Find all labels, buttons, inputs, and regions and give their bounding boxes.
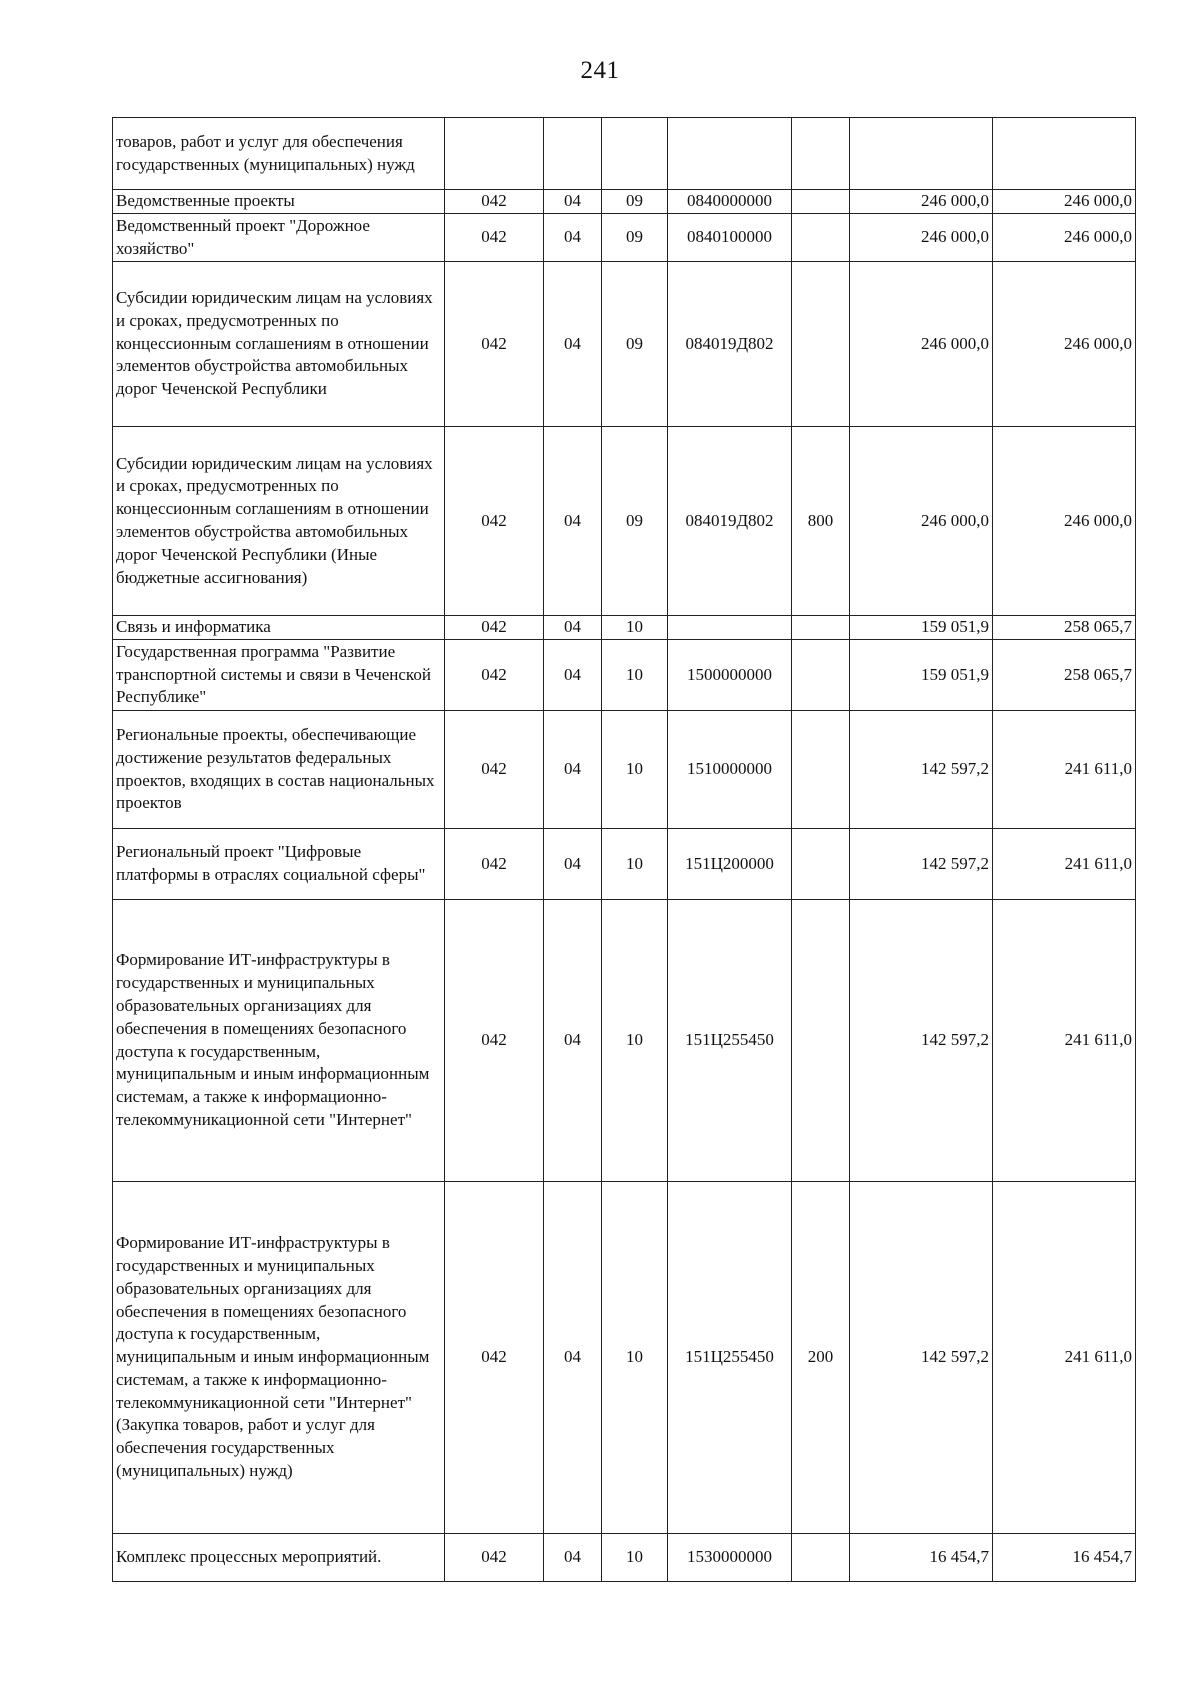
row-pr: 09 bbox=[602, 427, 668, 616]
row-sum-2 bbox=[993, 118, 1136, 190]
table-row bbox=[113, 118, 1136, 190]
row-name: Комплекс процессных мероприятий. bbox=[113, 1534, 445, 1582]
row-rz: 04 bbox=[544, 900, 602, 1182]
row-csr: 084019Д802 bbox=[668, 427, 792, 616]
row-rz: 04 bbox=[544, 711, 602, 829]
row-sum-2: 246 000,0 bbox=[993, 190, 1136, 214]
row-name: Ведомственный проект "Дорожное хозяйство" bbox=[113, 214, 445, 262]
row-rz: 04 bbox=[544, 190, 602, 214]
row-sum-2: 246 000,0 bbox=[993, 214, 1136, 262]
row-pr: 09 bbox=[602, 262, 668, 427]
row-name: Формирование ИТ-инфраструктуры в государственных и муниципальных образовательных организациях для обеспечения в помещениях безопасного доступа к государственным, муниципальным и иным информационным системам, а также к информационно-телекоммуникационной сети "Интернет" (Закупка товаров, работ и услуг для обеспечения государственных (муниципальных) нужд) bbox=[113, 1182, 445, 1534]
row-pr: 10 bbox=[602, 900, 668, 1182]
table-row bbox=[113, 900, 1136, 1182]
row-pr: 10 bbox=[602, 616, 668, 640]
row-sum-2: 241 611,0 bbox=[993, 1182, 1136, 1534]
row-csr: 0840000000 bbox=[668, 190, 792, 214]
row-vr bbox=[792, 711, 850, 829]
row-pr: 10 bbox=[602, 711, 668, 829]
row-pr: 10 bbox=[602, 829, 668, 900]
row-vr bbox=[792, 616, 850, 640]
row-csr: 0840100000 bbox=[668, 214, 792, 262]
row-rz: 04 bbox=[544, 616, 602, 640]
row-vr bbox=[792, 900, 850, 1182]
row-csr bbox=[668, 118, 792, 190]
row-sum-2: 241 611,0 bbox=[993, 900, 1136, 1182]
row-sum-2: 246 000,0 bbox=[993, 262, 1136, 427]
row-sum-1: 142 597,2 bbox=[850, 1182, 993, 1534]
row-csr: 151Ц200000 bbox=[668, 829, 792, 900]
table-row bbox=[113, 214, 1136, 262]
row-gr: 042 bbox=[445, 427, 544, 616]
table-row bbox=[113, 427, 1136, 616]
row-vr bbox=[792, 829, 850, 900]
table-row bbox=[113, 1182, 1136, 1534]
row-sum-1: 246 000,0 bbox=[850, 262, 993, 427]
row-sum-1 bbox=[850, 118, 993, 190]
row-gr: 042 bbox=[445, 900, 544, 1182]
row-rz: 04 bbox=[544, 1534, 602, 1582]
row-sum-2: 258 065,7 bbox=[993, 616, 1136, 640]
row-gr: 042 bbox=[445, 616, 544, 640]
row-name: Формирование ИТ-инфраструктуры в государственных и муниципальных образовательных организациях для обеспечения в помещениях безопасного доступа к государственным, муниципальным и иным информационным системам, а также к информационно-телекоммуникационной сети "Интернет" bbox=[113, 900, 445, 1182]
row-csr: 1500000000 bbox=[668, 640, 792, 711]
row-gr: 042 bbox=[445, 640, 544, 711]
row-sum-1: 142 597,2 bbox=[850, 711, 993, 829]
row-gr: 042 bbox=[445, 214, 544, 262]
row-sum-2: 241 611,0 bbox=[993, 711, 1136, 829]
page-number: 241 bbox=[580, 57, 620, 84]
row-vr: 200 bbox=[792, 1182, 850, 1534]
row-csr: 1510000000 bbox=[668, 711, 792, 829]
row-gr: 042 bbox=[445, 711, 544, 829]
row-name: товаров, работ и услуг для обеспечения государственных (муниципальных) нужд bbox=[113, 118, 445, 190]
row-pr: 09 bbox=[602, 214, 668, 262]
row-gr: 042 bbox=[445, 190, 544, 214]
row-sum-2: 16 454,7 bbox=[993, 1534, 1136, 1582]
row-csr: 1530000000 bbox=[668, 1534, 792, 1582]
row-vr bbox=[792, 262, 850, 427]
table-row bbox=[113, 190, 1136, 214]
row-csr: 151Ц255450 bbox=[668, 900, 792, 1182]
row-vr: 800 bbox=[792, 427, 850, 616]
row-sum-1: 142 597,2 bbox=[850, 900, 993, 1182]
row-name: Государственная программа "Развитие транспортной системы и связи в Чеченской Республике" bbox=[113, 640, 445, 711]
row-csr: 151Ц255450 bbox=[668, 1182, 792, 1534]
row-vr bbox=[792, 118, 850, 190]
row-gr: 042 bbox=[445, 1182, 544, 1534]
row-vr bbox=[792, 640, 850, 711]
row-gr: 042 bbox=[445, 262, 544, 427]
row-rz bbox=[544, 118, 602, 190]
row-pr: 10 bbox=[602, 1182, 668, 1534]
table-row bbox=[113, 640, 1136, 711]
row-vr bbox=[792, 1534, 850, 1582]
table-row bbox=[113, 1534, 1136, 1582]
row-name: Субсидии юридическим лицам на условиях и сроках, предусмотренных по концессионным соглашениям в отношении элементов обустройства автомобильных дорог Чеченской Республики (Иные бюджетные ассигнования) bbox=[113, 427, 445, 616]
row-sum-1: 246 000,0 bbox=[850, 214, 993, 262]
row-pr: 10 bbox=[602, 1534, 668, 1582]
row-name: Связь и информатика bbox=[113, 616, 445, 640]
table-row bbox=[113, 262, 1136, 427]
row-pr bbox=[602, 118, 668, 190]
row-csr bbox=[668, 616, 792, 640]
row-name: Субсидии юридическим лицам на условиях и сроках, предусмотренных по концессионным соглашениям в отношении элементов обустройства автомобильных дорог Чеченской Республики bbox=[113, 262, 445, 427]
row-sum-1: 246 000,0 bbox=[850, 427, 993, 616]
row-rz: 04 bbox=[544, 214, 602, 262]
row-sum-2: 246 000,0 bbox=[993, 427, 1136, 616]
row-pr: 09 bbox=[602, 190, 668, 214]
row-rz: 04 bbox=[544, 829, 602, 900]
row-sum-2: 258 065,7 bbox=[993, 640, 1136, 711]
table-row bbox=[113, 711, 1136, 829]
row-gr: 042 bbox=[445, 1534, 544, 1582]
row-sum-1: 142 597,2 bbox=[850, 829, 993, 900]
row-sum-1: 16 454,7 bbox=[850, 1534, 993, 1582]
row-rz: 04 bbox=[544, 427, 602, 616]
row-rz: 04 bbox=[544, 1182, 602, 1534]
row-name: Региональные проекты, обеспечивающие достижение результатов федеральных проектов, входящих в состав национальных проектов bbox=[113, 711, 445, 829]
row-sum-1: 159 051,9 bbox=[850, 640, 993, 711]
table-row bbox=[113, 616, 1136, 640]
row-sum-2: 241 611,0 bbox=[993, 829, 1136, 900]
row-gr: 042 bbox=[445, 829, 544, 900]
row-csr: 084019Д802 bbox=[668, 262, 792, 427]
row-gr bbox=[445, 118, 544, 190]
row-sum-1: 159 051,9 bbox=[850, 616, 993, 640]
table-row bbox=[113, 829, 1136, 900]
row-sum-1: 246 000,0 bbox=[850, 190, 993, 214]
row-name: Региональный проект "Цифровые платформы в отраслях социальной сферы" bbox=[113, 829, 445, 900]
budget-table bbox=[112, 117, 1136, 1582]
row-vr bbox=[792, 214, 850, 262]
row-vr bbox=[792, 190, 850, 214]
row-pr: 10 bbox=[602, 640, 668, 711]
row-rz: 04 bbox=[544, 262, 602, 427]
row-name: Ведомственные проекты bbox=[113, 190, 445, 214]
row-rz: 04 bbox=[544, 640, 602, 711]
